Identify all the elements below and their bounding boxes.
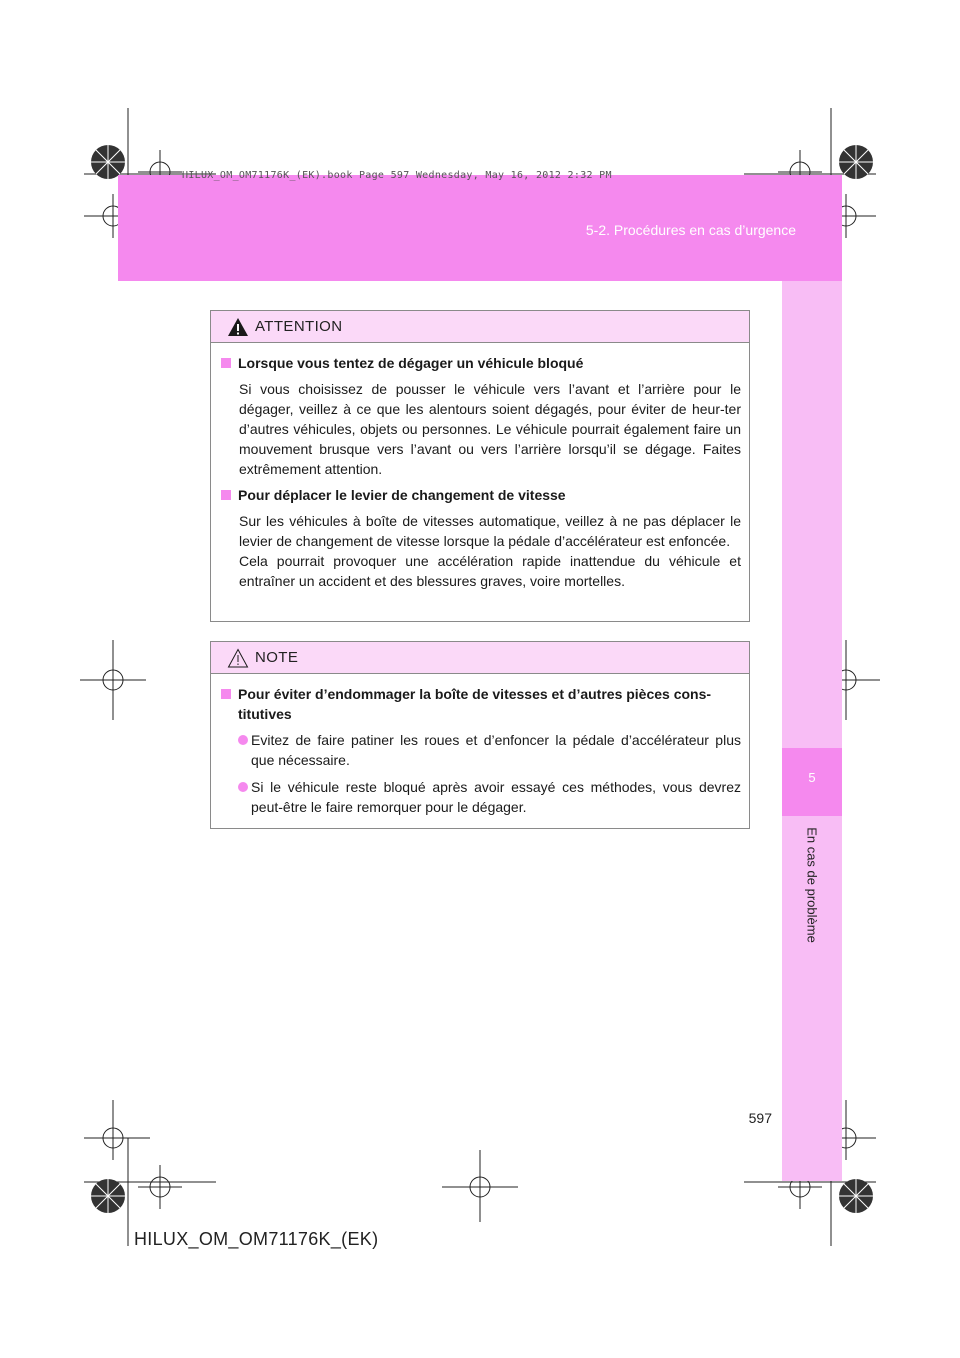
chapter-number: 5 xyxy=(808,770,816,785)
attention-heading-1: Lorsque vous tentez de dégager un véhicule bloqué xyxy=(221,353,741,373)
document-code: HILUX_OM_OM71176K_(EK) xyxy=(134,1229,379,1249)
attention-paragraph-1: Si vous choisissez de pousser le véhicule vers l’avant et l’arrière pour le dégager, veillez à ce que les alentours soient dégagés, pour éviter de heur-ter d’autres véhicules, objets ou personnes. Le véhicule pourrait également faire un mouvement brusque vers l’avant ou vers l’arrière lorsqu’il se dégage. Faites extrêmement attention. xyxy=(239,381,741,477)
print-info: HILUX_OM_OM71176K_(EK).book Page 597 Wednesday, May 16, 2012 2:32 PM xyxy=(182,170,612,181)
starburst-target-br xyxy=(839,1179,873,1213)
starburst-target-bl xyxy=(91,1179,125,1213)
crosshair-target-ml xyxy=(80,640,146,720)
crosshair-target-bl xyxy=(138,1165,182,1209)
warning-outline-icon xyxy=(227,648,249,668)
starburst-target-tr xyxy=(839,145,873,179)
attention-paragraph-2: Sur les véhicules à boîte de vitesses automatique, veillez à ne pas déplacer le levier de changement de vitesse lorsque la pédale d’accélérateur est enfoncée. Cela pourrait provoquer une accélération rapide inattendue du véhicule et entraîner un accident et des blessures graves, voire mortelles. xyxy=(239,513,741,589)
attention-label: ATTENTION xyxy=(255,318,343,335)
note-label: NOTE xyxy=(255,649,299,666)
note-header xyxy=(211,642,749,674)
page-number: 597 xyxy=(748,1110,772,1126)
attention-box xyxy=(210,310,750,622)
starburst-target-tl xyxy=(91,145,125,179)
round-bullet-icon xyxy=(238,782,248,792)
note-box xyxy=(210,641,750,829)
square-bullet-icon xyxy=(221,358,231,368)
round-bullet-icon xyxy=(238,735,248,745)
section-title: 5-2. Procédures en cas d’urgence xyxy=(585,222,796,238)
chapter-label: En cas de problème xyxy=(804,827,820,943)
square-bullet-icon xyxy=(221,490,231,500)
attention-heading-2: Pour déplacer le levier de changement de vitesse xyxy=(221,485,741,505)
warning-filled-icon xyxy=(227,317,249,337)
square-bullet-icon xyxy=(221,689,231,699)
note-heading: Pour éviter d’endommager la boîte de vitesses et d’autres pièces cons-titutives xyxy=(221,684,741,724)
attention-header xyxy=(211,311,749,343)
note-bullet-2: Si le véhicule reste bloqué après avoir essayé ces méthodes, vous devrez peut-être le faire remorquer pour le dégager. xyxy=(221,777,741,817)
chapter-side-strip xyxy=(782,281,842,1181)
note-bullet-1: Evitez de faire patiner les roues et d’enfoncer la pédale d’accélérateur plus que nécessaire. xyxy=(221,730,741,770)
crosshair-target-bc xyxy=(442,1150,518,1222)
